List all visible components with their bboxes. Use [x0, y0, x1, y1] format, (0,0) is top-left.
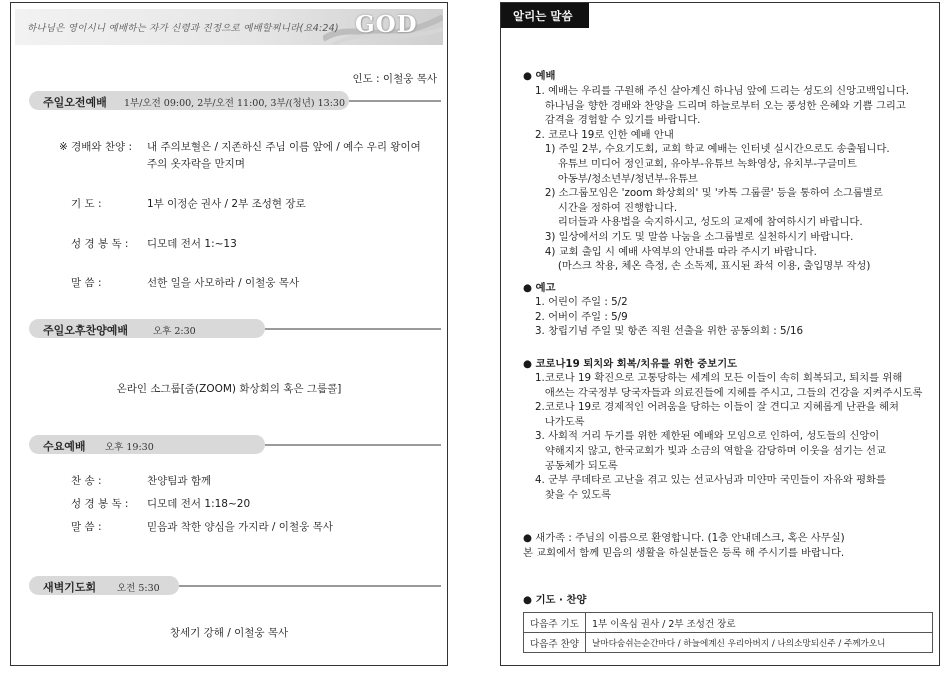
row-label: 성 경 봉 독 :	[71, 238, 129, 250]
section-title: 주일오전예배	[43, 96, 107, 109]
list-item: 1. 어린이 주일 : 5/2	[535, 296, 628, 308]
section-divider	[349, 100, 441, 102]
row-value: 디모데 전서 1:18~20	[147, 498, 251, 510]
list-item: 애쓰는 각국정부 당국자들과 의료진들에 지혜를 주시고, 그들의 건강을 지켜주시도록	[535, 386, 923, 399]
order-of-worship-page	[10, 2, 448, 666]
table-cell: 1부 이옥심 권사 / 2부 조성건 장로	[586, 613, 933, 633]
list-item: 시간을 정하여 진행합니다.	[535, 201, 678, 214]
list-item: 1. 예배는 우리를 구원해 주신 살아계신 하나님 앞에 드리는 성도의 신앙고백입니다.	[535, 85, 910, 97]
section-divider	[179, 585, 441, 587]
section-time: 오후 19:30	[105, 442, 154, 453]
god-logo: GOD	[355, 11, 418, 38]
row-label: 기 도 :	[71, 198, 102, 210]
list-item: 3. 창립기념 주일 및 항존 직원 선출을 위한 공동의회 : 5/16	[535, 325, 804, 338]
row-value: 믿음과 착한 양심을 가지라 / 이철웅 목사	[147, 521, 333, 533]
dawn-note: 창세기 강해 / 이철웅 목사	[169, 627, 289, 639]
table-row	[524, 633, 933, 653]
section-time: 1부/오전 09:00, 2부/오전 11:00, 3부/(청년) 13:30	[124, 98, 346, 109]
worship-heading: ● 예배	[523, 70, 556, 82]
morning-hymn-row-cont	[147, 156, 245, 171]
table-cell: 다음주 찬양	[524, 633, 586, 653]
section-title: 수요예배	[43, 440, 86, 453]
row-label: 말 씀 :	[71, 277, 102, 289]
announcements-tab: 알리는 말씀	[501, 3, 589, 28]
newcomer-line: ● 새가족 : 주님의 이름으로 환영합니다. (1층 안내데스크, 혹은 사무실)	[523, 532, 845, 544]
header-banner	[15, 9, 443, 45]
list-item: 유튜브 미디어 정인교회, 유아부-유튜브 녹화영상, 유치부-구글미트	[535, 158, 857, 170]
list-item: (마스크 착용, 체온 측정, 손 소독제, 표시된 좌석 이용, 출입명부 작성)	[535, 260, 871, 273]
list-item: 하나님을 향한 경배와 찬양을 드리며 하늘로부터 오는 풍성한 은혜와 기쁨 그리고	[535, 99, 906, 112]
prayer-heading: ● 코로나19 퇴치와 회복/치유를 위한 중보기도	[523, 358, 738, 370]
row-value: 주의 옷자락을 만지며	[147, 158, 245, 170]
row-value: 내 주의보혈은 / 지존하신 주님 이름 앞에 / 예수 우리 왕이여	[147, 141, 421, 153]
duty-heading: ● 기도 · 찬양	[523, 594, 587, 606]
list-item: 4. 군부 쿠데타로 고난을 겪고 있는 선교사님과 미얀마 국민들이 자유와 평화를	[535, 474, 886, 487]
list-item: 2.코로나 19로 경제적인 어려움을 당하는 이들이 잘 견디고 지혜롭게 난관을 헤쳐	[535, 401, 900, 414]
list-item: 2. 어버이 주일 : 5/9	[535, 310, 628, 323]
section-time: 오후 2:30	[153, 326, 196, 337]
section-afternoon-worship	[29, 319, 439, 338]
newcomer-line: 본 교회에서 함께 믿음의 생활을 하실분들은 등록 해 주시기를 바랍니다.	[523, 547, 845, 559]
list-item: 리더들과 사용법을 숙지하시고, 성도의 교제에 참여하시기 바랍니다.	[535, 216, 863, 229]
list-item: 1) 주일 2부, 수요기도회, 교회 학교 예배는 인터넷 실시간으로도 송출됩니다.	[535, 143, 890, 156]
row-value: 선한 일을 사모하라 / 이철웅 목사	[147, 277, 300, 289]
list-item: 2) 소그룹모임은 'zoom 화상회의' 및 '카톡 그룹콜' 등을 통하여 소그룹별로	[535, 187, 883, 200]
duty-table	[523, 612, 933, 653]
section-time: 오전 5:30	[117, 583, 160, 594]
row-value: 찬양팀과 함께	[147, 475, 212, 487]
row-label: 말 씀 :	[71, 521, 102, 533]
list-item: 약해지지 않고, 한국교회가 빛과 소금의 역할을 감당하며 이웃을 섬기는 선교	[535, 445, 886, 457]
row-value: 1부 이정순 권사 / 2부 조성현 장로	[147, 198, 306, 210]
table-cell: 다음주 기도	[524, 613, 586, 633]
list-item: 나가도록	[535, 415, 585, 428]
row-label: ※ 경배와 찬양 :	[59, 141, 133, 153]
list-item: 3. 사회적 거리 두기를 위한 제한된 예배와 모임으로 인하여, 성도들의 신앙이	[535, 430, 880, 443]
section-morning-worship	[29, 91, 439, 110]
section-title: 새벽기도회	[43, 581, 97, 594]
row-value: 디모데 전서 1:~13	[147, 238, 237, 250]
list-item: 3) 일상에서의 기도 및 말씀 나눔을 소그룹별로 실천하시기 바랍니다.	[535, 231, 854, 243]
row-label: 성 경 봉 독 :	[71, 498, 129, 510]
section-divider	[265, 444, 441, 446]
list-item: 아동부/청소년부/청년부-유튜브	[535, 172, 698, 185]
notice-heading: ● 예고	[523, 282, 556, 294]
table-row	[524, 613, 933, 633]
section-wednesday-worship	[29, 435, 439, 454]
afternoon-note: 온라인 소그룹[줌(ZOOM) 화상회의 혹은 그룹콜]	[116, 383, 342, 395]
leader-text: 인도 : 이철웅 목사	[352, 73, 437, 85]
list-item: 찾을 수 있도록	[535, 488, 612, 501]
section-title: 주일오후찬양예배	[43, 324, 129, 337]
list-item: 공동체가 되도록	[535, 459, 618, 472]
section-dawn-prayer	[29, 576, 439, 595]
list-item: 1.코로나 19 확진으로 고통당하는 세계의 모든 이들이 속히 회복되고, 퇴치를 위해	[535, 372, 903, 384]
announcements-page	[500, 2, 940, 666]
list-item: 2. 코로나 19로 인한 예배 안내	[535, 128, 674, 141]
list-item: 4) 교회 출입 시 예배 사역부의 안내를 따라 주시기 바랍니다.	[535, 245, 817, 258]
table-cell: 날마다숨쉬는순간마다 / 하늘에계신 우리아버지 / 나의소망되신주 / 주께가오니	[586, 633, 933, 653]
section-divider	[265, 328, 441, 330]
row-label: 찬 송 :	[71, 475, 102, 487]
banner-verse: 하나님은 영이시니 예배하는 자가 신령과 진정으로 예배할찌니라(요4:24)	[27, 23, 339, 34]
list-item: 감격을 경험할 수 있기를 바랍니다.	[535, 114, 701, 127]
